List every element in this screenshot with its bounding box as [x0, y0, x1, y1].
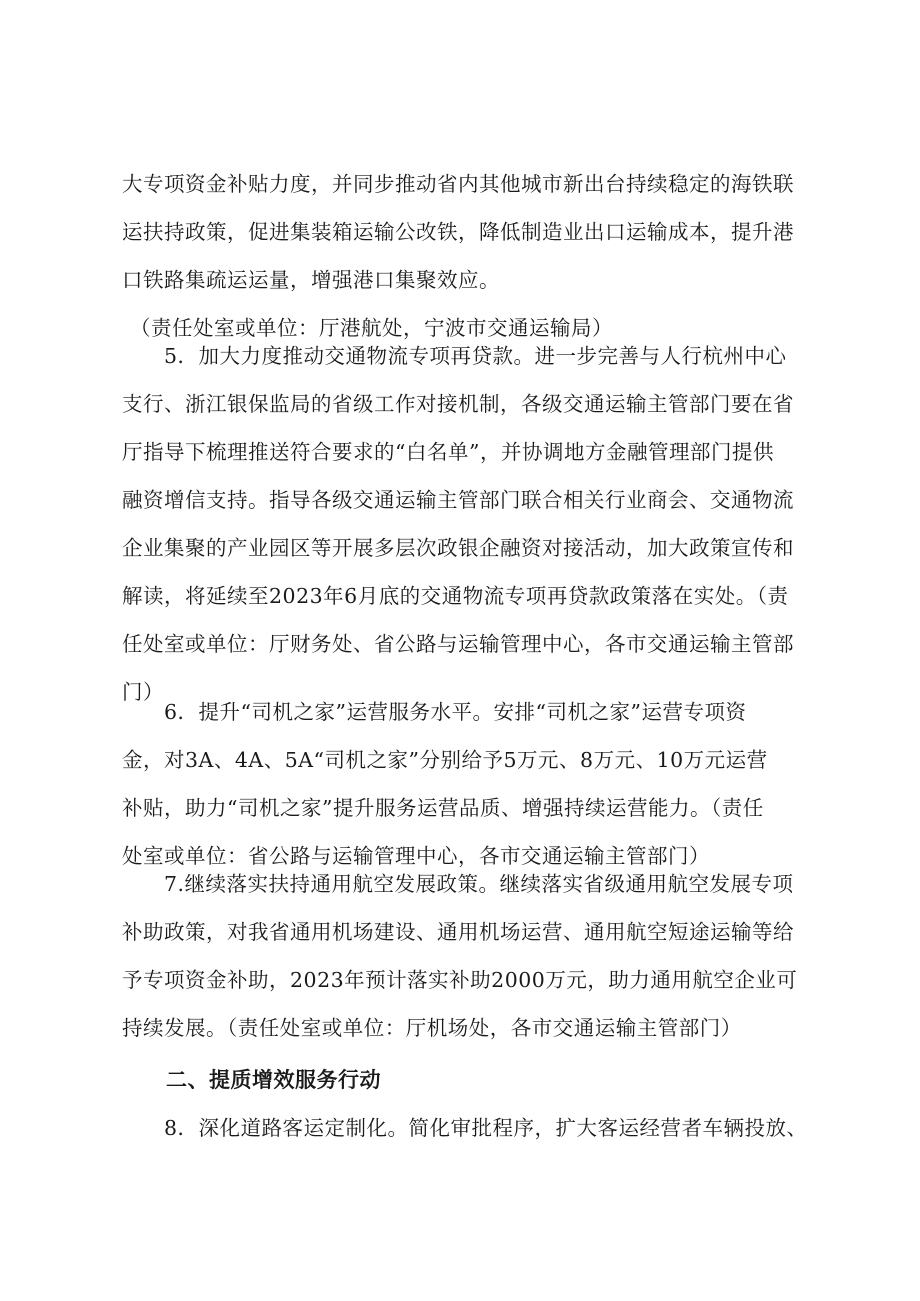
text-line: 大专项资金补贴力度，并同步推动省内其他城市新出台持续稳定的海铁联 — [122, 172, 794, 196]
text-line: 金，对3A、4A、5A“司机之家”分别给予5万元、8万元、10万元运营 — [122, 748, 768, 772]
text-line: 处室或单位：省公路与运输管理中心，各市交通运输主管部门） — [122, 844, 710, 868]
paragraph-item-6 — [122, 688, 822, 880]
paragraph-item-7 — [122, 860, 822, 1052]
text-line: 厅指导下梳理推送符合要求的“白名单”，并协调地方金融管理部门提供 — [122, 440, 774, 464]
text-line: 补贴，助力“司机之家”提升服务运营品质、增强持续运营能力。（责任 — [122, 796, 764, 820]
text-line: 解读，将延续至2023年6月底的交通物流专项再贷款政策落在实处。（责 — [122, 584, 789, 608]
section-heading: 二、提质增效服务行动 — [166, 1068, 381, 1092]
responsibility-note: （责任处室或单位：厅港航处，宁波市交通运输局） — [130, 316, 613, 340]
text-line: 支行、浙江银保监局的省级工作对接机制，各级交通运输主管部门要在省 — [122, 392, 794, 416]
paragraph-continuation — [122, 160, 822, 352]
text-line: 7.继续落实扶持通用航空发展政策。继续落实省级通用航空发展专项 — [122, 872, 794, 896]
text-line: 6．提升“司机之家”运营服务水平。安排“司机之家”运营专项资 — [122, 700, 747, 724]
paragraph-item-8 — [122, 1104, 822, 1152]
text-line: 补助政策，对我省通用机场建设、通用机场运营、通用航空短途运输等给 — [122, 920, 794, 944]
text-line: 任处室或单位：厅财务处、省公路与运输管理中心，各市交通运输主管部 — [122, 632, 794, 656]
text-line: 予专项资金补助，2023年预计落实补助2000万元，助力通用航空企业可 — [122, 968, 798, 992]
text-line: 口铁路集疏运运量，增强港口集聚效应。 — [122, 268, 500, 292]
paragraph-item-5 — [122, 332, 822, 716]
text-line: 融资增信支持。指导各级交通运输主管部门联合相关行业商会、交通物流 — [122, 488, 794, 512]
text-line: 持续发展。（责任处室或单位：厅机场处，各市交通运输主管部门） — [122, 1016, 742, 1040]
text-line: 8．深化道路客运定制化。简化审批程序，扩大客运经营者车辆投放、 — [122, 1116, 808, 1140]
text-line: 企业集聚的产业园区等开展多层次政银企融资对接活动，加大政策宣传和 — [122, 536, 794, 560]
text-line: 5．加大力度推动交通物流专项再贷款。进一步完善与人行杭州中心 — [122, 344, 787, 368]
text-line: 运扶持政策，促进集装箱运输公改铁，降低制造业出口运输成本，提升港 — [122, 220, 794, 244]
text-line: 门） — [122, 680, 164, 704]
